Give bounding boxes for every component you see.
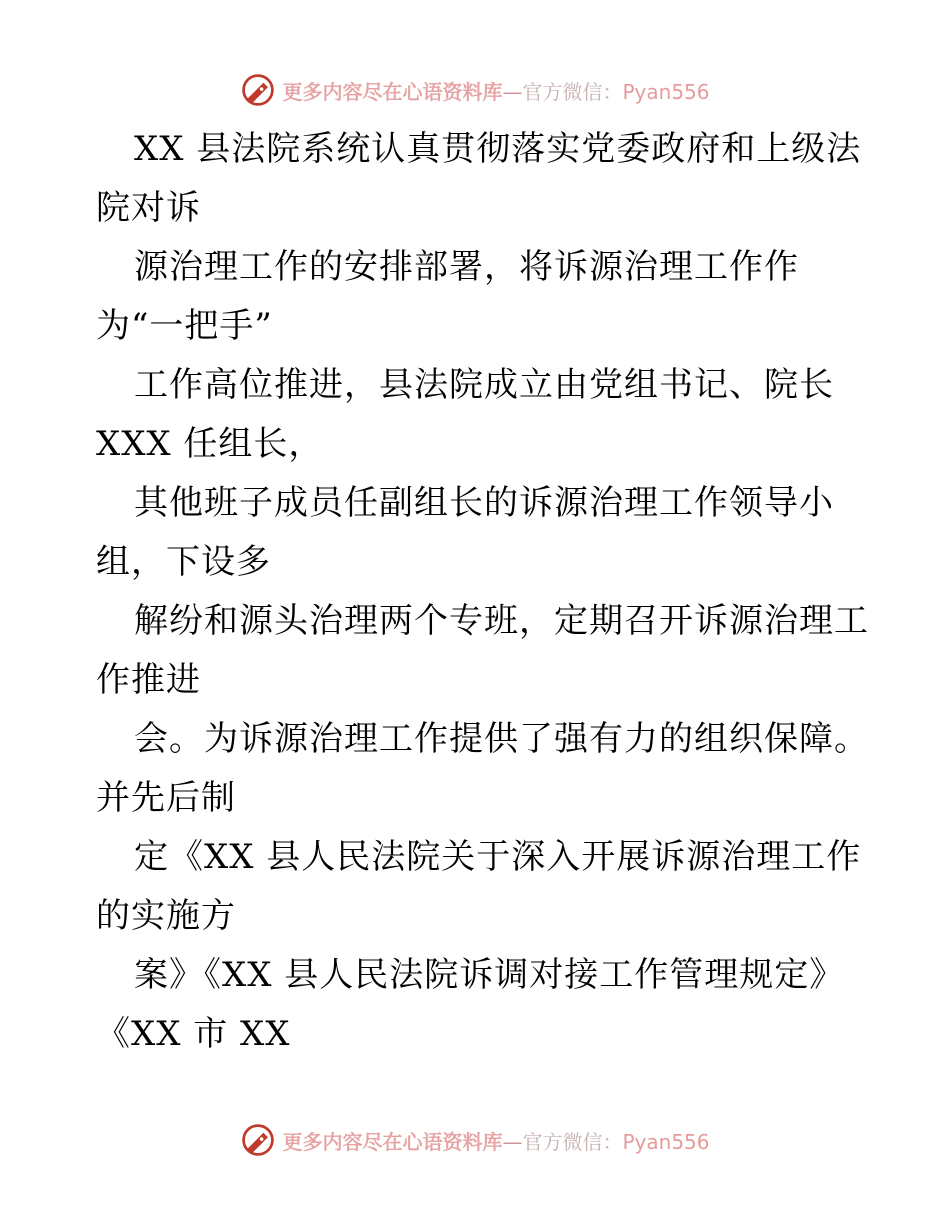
watermark-text	[282, 76, 709, 105]
document-body	[96, 120, 876, 1064]
text-line: 《XX 市 XX	[96, 1014, 291, 1054]
text-line: 会。为诉源治理工作提供了强有力的组织保障。	[134, 719, 869, 759]
text-line: 作推进	[96, 660, 201, 700]
text-line: 组，下设多	[96, 542, 271, 582]
text-line: 工作高位推进，县法院成立由党组书记、院长	[134, 365, 834, 405]
watermark-id: Pyan556	[622, 79, 710, 104]
watermark-wechat: 官方微信：	[522, 1129, 623, 1154]
watermark-text	[282, 1126, 709, 1155]
text-line: 并先后制	[96, 778, 236, 818]
watermark-dash: —	[502, 79, 523, 104]
text-line: 院对诉	[96, 188, 201, 228]
watermark-id: Pyan556	[622, 1129, 710, 1154]
pen-nib-circle-icon	[240, 1122, 276, 1158]
watermark-dash: —	[502, 1129, 523, 1154]
text-line: 的实施方	[96, 896, 236, 936]
pen-nib-circle-icon	[240, 72, 276, 108]
footer-watermark	[0, 1120, 950, 1160]
text-line: 源治理工作的安排部署，将诉源治理工作作	[134, 247, 799, 287]
header-watermark	[0, 70, 950, 110]
text-line: XX 县法院系统认真贯彻落实党委政府和上级法	[134, 129, 862, 169]
watermark-wechat: 官方微信：	[522, 79, 623, 104]
text-line: 其他班子成员任副组长的诉源治理工作领导小	[134, 483, 834, 523]
text-line: 定《XX 县人民法院关于深入开展诉源治理工作	[134, 837, 862, 877]
text-line: XXX 任组长，	[96, 424, 324, 464]
text-line: 案》《XX 县人民法院诉调对接工作管理规定》	[134, 955, 845, 995]
text-line: 为“一把手”	[96, 306, 273, 346]
text-line: 解纷和源头治理两个专班，定期召开诉源治理工	[134, 601, 869, 641]
watermark-main: 更多内容尽在心语资料库	[282, 1129, 503, 1154]
watermark-main: 更多内容尽在心语资料库	[282, 79, 503, 104]
